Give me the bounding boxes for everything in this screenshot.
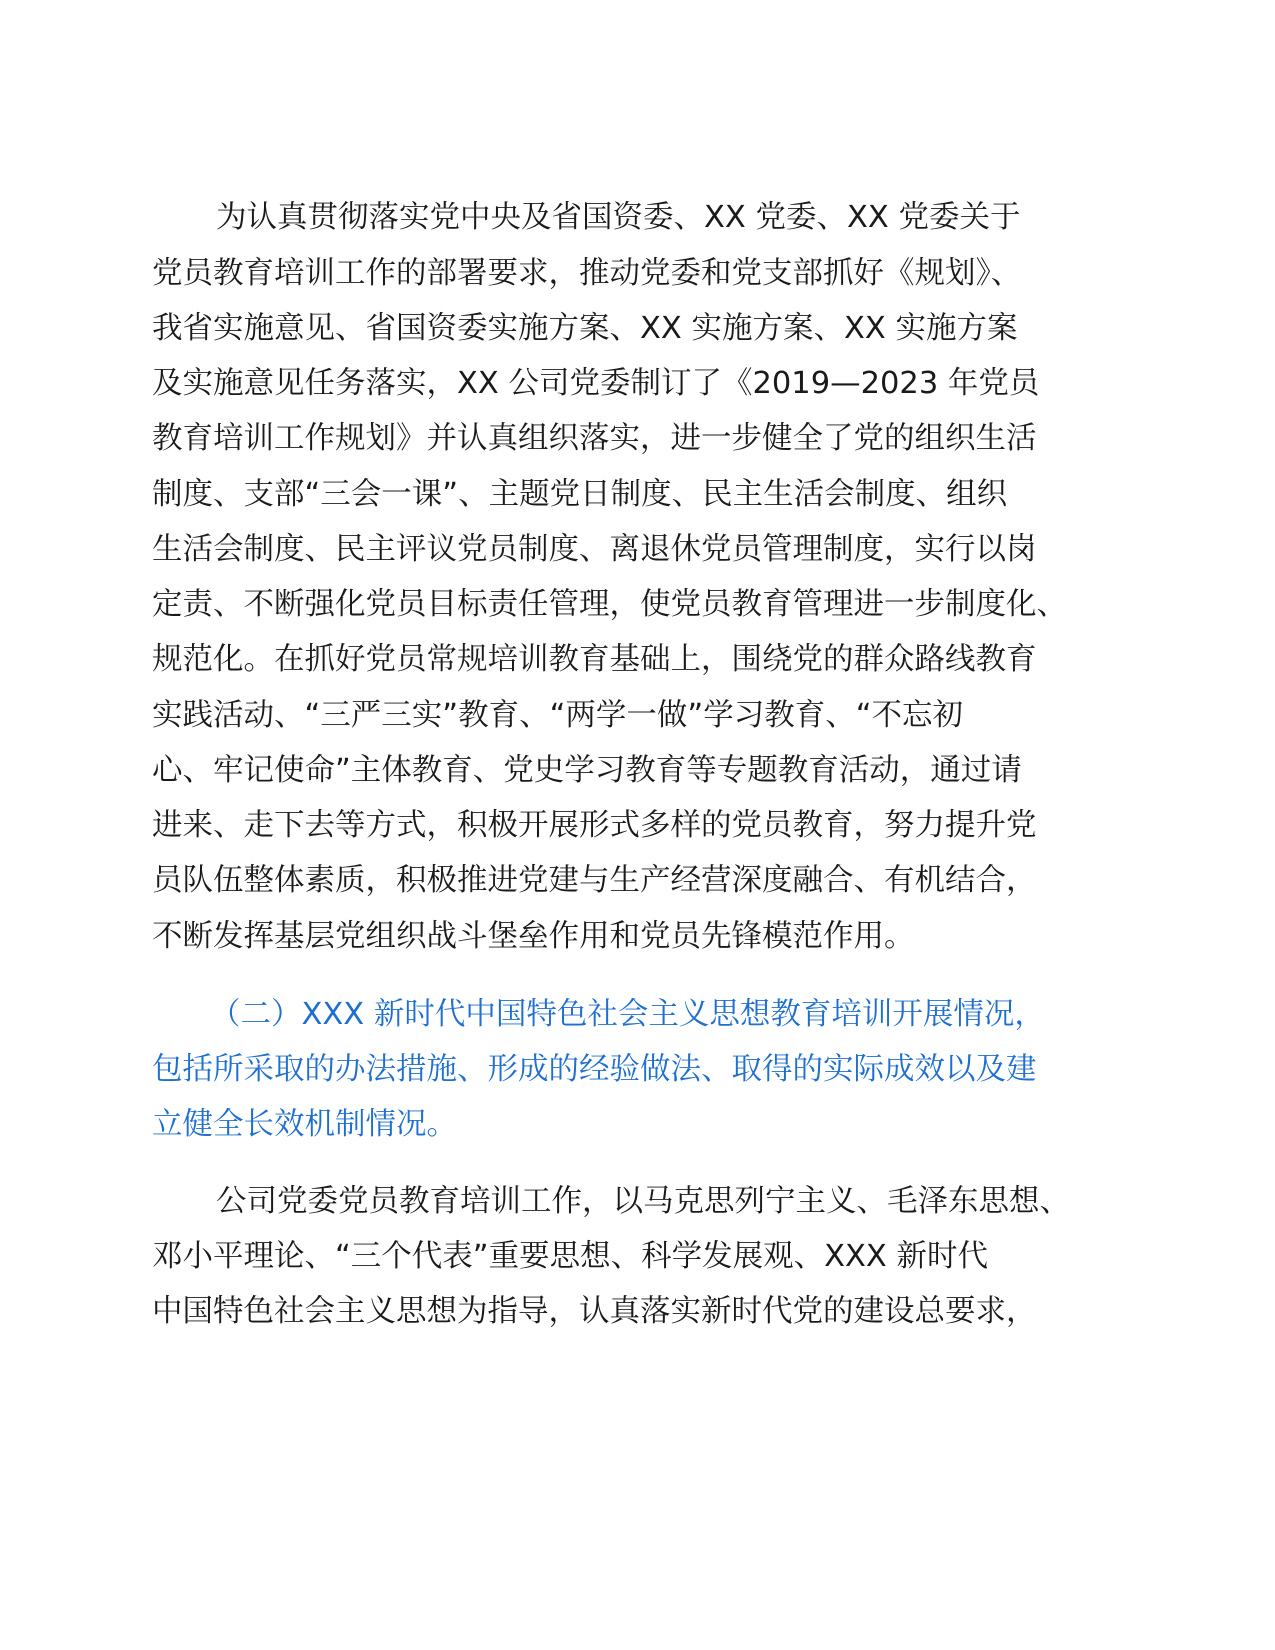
paragraph-line: 实践活动、“三严三实”教育、“两学一做”学习教育、“不忘初 [152,698,964,733]
heading-line: 包括所采取的办法措施、形成的经验做法、取得的实际成效以及建 [152,1052,1037,1087]
paragraph-line: 规范化。在抓好党员常规培训教育基础上，围绕党的群众路线教育 [152,642,1037,677]
paragraph-line: 公司党委党员教育培训工作，以马克思列宁主义、毛泽东思想、 [216,1184,1070,1219]
paragraph-line: 教育培训工作规划》并认真组织落实，进一步健全了党的组织生活 [152,421,1037,456]
paragraph-line: 邓小平理论、“三个代表”重要思想、科学发展观、XXX 新时代 [152,1239,988,1274]
paragraph-line: 心、牢记使命”主体教育、党史学习教育等专题教育活动，通过请 [152,753,1022,788]
paragraph-line: 及实施意见任务落实，XX 公司党委制订了《2019—2023 年党员 [152,366,1040,401]
paragraph-line: 员队伍整体素质，积极推进党建与生产经营深度融合、有机结合， [152,863,1037,898]
paragraph-line: 制度、支部“三会一课”、主题党日制度、民主生活会制度、组织 [152,477,1008,512]
paragraph-line: 为认真贯彻落实党中央及省国资委、XX 党委、XX 党委关于 [216,200,1021,235]
heading-line: 立健全长效机制情况。 [152,1107,457,1142]
paragraph-line: 党员教育培训工作的部署要求，推动党委和党支部抓好《规划》、 [152,256,1022,291]
paragraph-line: 生活会制度、民主评议党员制度、离退休党员管理制度，实行以岗 [152,532,1037,567]
heading-line: （二）XXX 新时代中国特色社会主义思想教育培训开展情况， [210,997,1045,1032]
paragraph-line: 我省实施意见、省国资委实施方案、XX 实施方案、XX 实施方案 [152,311,1018,346]
paragraph-line: 定责、不断强化党员目标责任管理，使党员教育管理进一步制度化、 [152,587,1067,622]
paragraph-line: 不断发挥基层党组织战斗堡垒作用和党员先锋模范作用。 [152,919,915,954]
paragraph-line: 中国特色社会主义思想为指导，认真落实新时代党的建设总要求， [152,1294,1037,1329]
paragraph-line: 进来、走下去等方式，积极开展形式多样的党员教育，努力提升党 [152,808,1037,843]
